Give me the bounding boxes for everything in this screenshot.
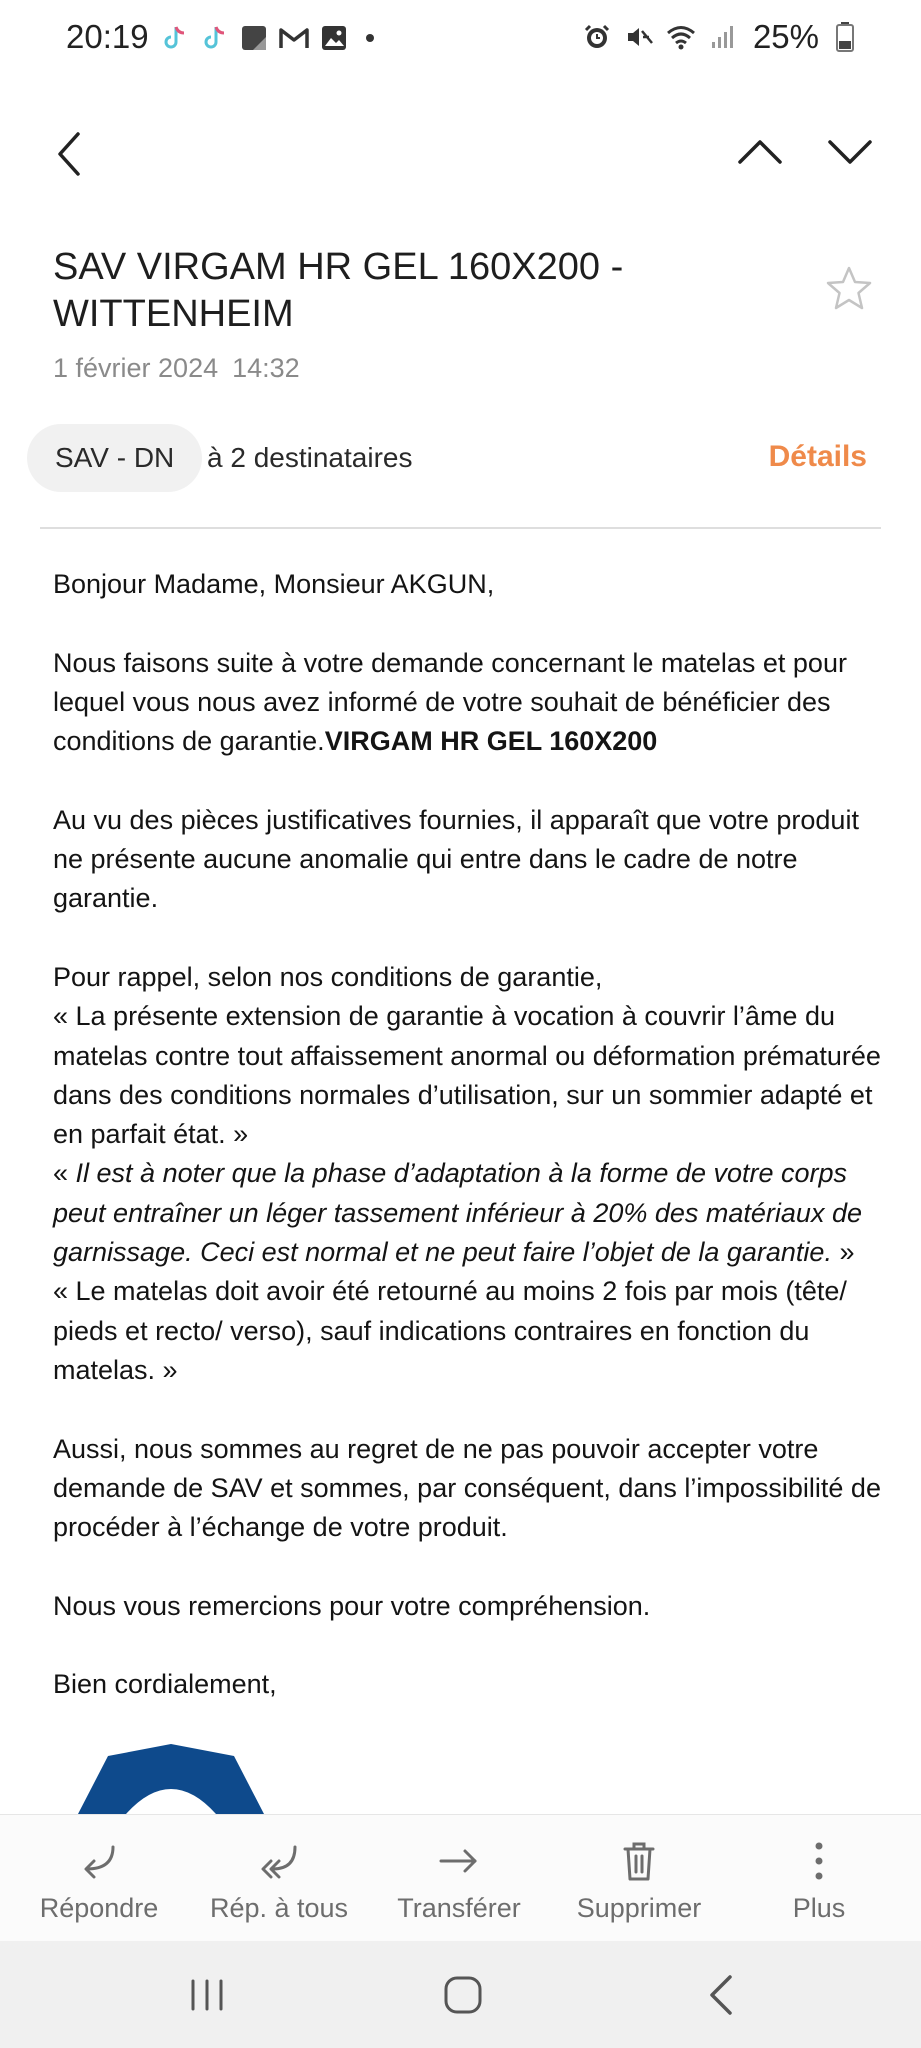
delete-button[interactable] <box>549 1815 729 1942</box>
forward-button[interactable] <box>369 1815 549 1942</box>
reply-all-label: Rép. à tous <box>209 1893 349 1923</box>
chevron-left-icon <box>50 128 90 180</box>
more-vertical-icon <box>797 1839 841 1883</box>
company-logo <box>78 1744 264 1814</box>
wifi-icon <box>665 21 697 53</box>
battery-icon <box>829 21 861 53</box>
forward-arrow-icon <box>437 1839 481 1883</box>
next-email-button[interactable] <box>824 130 876 174</box>
recipients-count: à 2 destinataires <box>207 442 413 473</box>
system-status-icons <box>581 18 861 56</box>
paragraph-5: Nous vous remercions pour votre compréhension. <box>53 1590 651 1621</box>
paragraph-3-intro: Pour rappel, selon nos conditions de garantie, <box>53 961 603 992</box>
quote-open: « <box>53 1158 76 1189</box>
status-time: 20:19 <box>66 18 149 55</box>
email-action-toolbar <box>0 1814 921 1941</box>
quote-close: » <box>831 1237 855 1268</box>
delete-label: Supprimer <box>576 1893 702 1923</box>
paragraph-1-text: Nous faisons suite à votre demande concernant le matelas et pour lequel vous nous avez informé de votre souhait de bénéficier des conditions de garantie. <box>53 647 847 757</box>
previous-email-button[interactable] <box>734 130 786 174</box>
reply-icon <box>77 1839 121 1883</box>
recent-apps-button[interactable] <box>177 1967 237 2023</box>
warranty-quote-1: « La présente extension de garantie à vocation à couvrir l’âme du matelas contre tout affaissement anormal ou déformation prématurée dans des conditions normales d’utilisation, sur un sommier adapté et en parfait état. » <box>53 1001 881 1150</box>
back-button[interactable] <box>50 128 90 180</box>
header-divider <box>40 527 881 529</box>
tiktok-icon <box>158 22 190 54</box>
note-icon <box>238 22 270 54</box>
warranty-quote-2-italic: Il est à noter que la phase d’adaptation à la forme de votre corps peut entraîner un léger tassement inférieur à 20% des matériaux de garnissage. Ceci est normal et ne peut faire l’objet de la garantie. <box>53 1158 862 1268</box>
paragraph-1 <box>53 644 883 762</box>
recent-apps-icon <box>187 1975 227 2015</box>
home-icon <box>441 1973 485 2017</box>
reply-label: Répondre <box>39 1893 159 1923</box>
details-link[interactable]: Détails <box>768 440 867 473</box>
home-button[interactable] <box>433 1967 493 2023</box>
email-date-time: 14:32 <box>232 353 300 383</box>
forward-label: Transférer <box>397 1893 521 1923</box>
more-notifications-dot <box>366 34 374 42</box>
warranty-quote-2 <box>53 1154 883 1272</box>
star-button[interactable] <box>824 264 874 314</box>
chevron-down-icon <box>824 130 876 174</box>
tiktok-icon <box>198 22 230 54</box>
mute-icon <box>623 21 655 53</box>
system-back-button[interactable] <box>692 1967 752 2023</box>
reply-button[interactable] <box>9 1815 189 1942</box>
email-subject: SAV VIRGAM HR GEL 160X200 - WITTENHEIM <box>53 246 624 335</box>
star-icon <box>824 264 874 314</box>
gallery-icon <box>318 22 350 54</box>
closing: Bien cordialement, <box>53 1669 277 1700</box>
alarm-icon <box>581 21 613 53</box>
gmail-icon <box>278 22 310 54</box>
email-date <box>53 353 300 384</box>
product-name: VIRGAM HR GEL 160X200 <box>324 726 658 757</box>
email-date-day: 1 février 2024 <box>53 353 219 383</box>
notification-icons <box>158 22 374 54</box>
more-label: Plus <box>792 1893 846 1923</box>
email-body <box>53 565 883 1705</box>
reply-all-icon <box>257 1839 301 1883</box>
system-navigation-bar <box>0 1941 921 2048</box>
back-icon <box>702 1973 742 2017</box>
more-button[interactable] <box>729 1815 909 1942</box>
signal-icon <box>707 21 739 53</box>
reply-all-button[interactable] <box>189 1815 369 1942</box>
paragraph-2: Au vu des pièces justificatives fournies, il apparaît que votre produit ne présente aucune anomalie qui entre dans le cadre de notre garantie. <box>53 804 859 914</box>
warranty-quote-3: « Le matelas doit avoir été retourné au moins 2 fois par mois (tête/ pieds et recto/ verso), sauf indications contraires en fonction du matelas. » <box>53 1276 847 1385</box>
battery-percent: 25% <box>752 18 819 55</box>
paragraph-4: Aussi, nous sommes au regret de ne pas pouvoir accepter votre demande de SAV et sommes, par conséquent, dans l’impossibilité de procéder à l’échange de votre produit. <box>53 1433 881 1543</box>
sender-chip[interactable]: SAV - DN <box>27 424 202 492</box>
chevron-up-icon <box>734 130 786 174</box>
status-bar <box>0 0 921 80</box>
trash-icon <box>617 1839 661 1883</box>
greeting: Bonjour Madame, Monsieur AKGUN, <box>53 569 495 599</box>
